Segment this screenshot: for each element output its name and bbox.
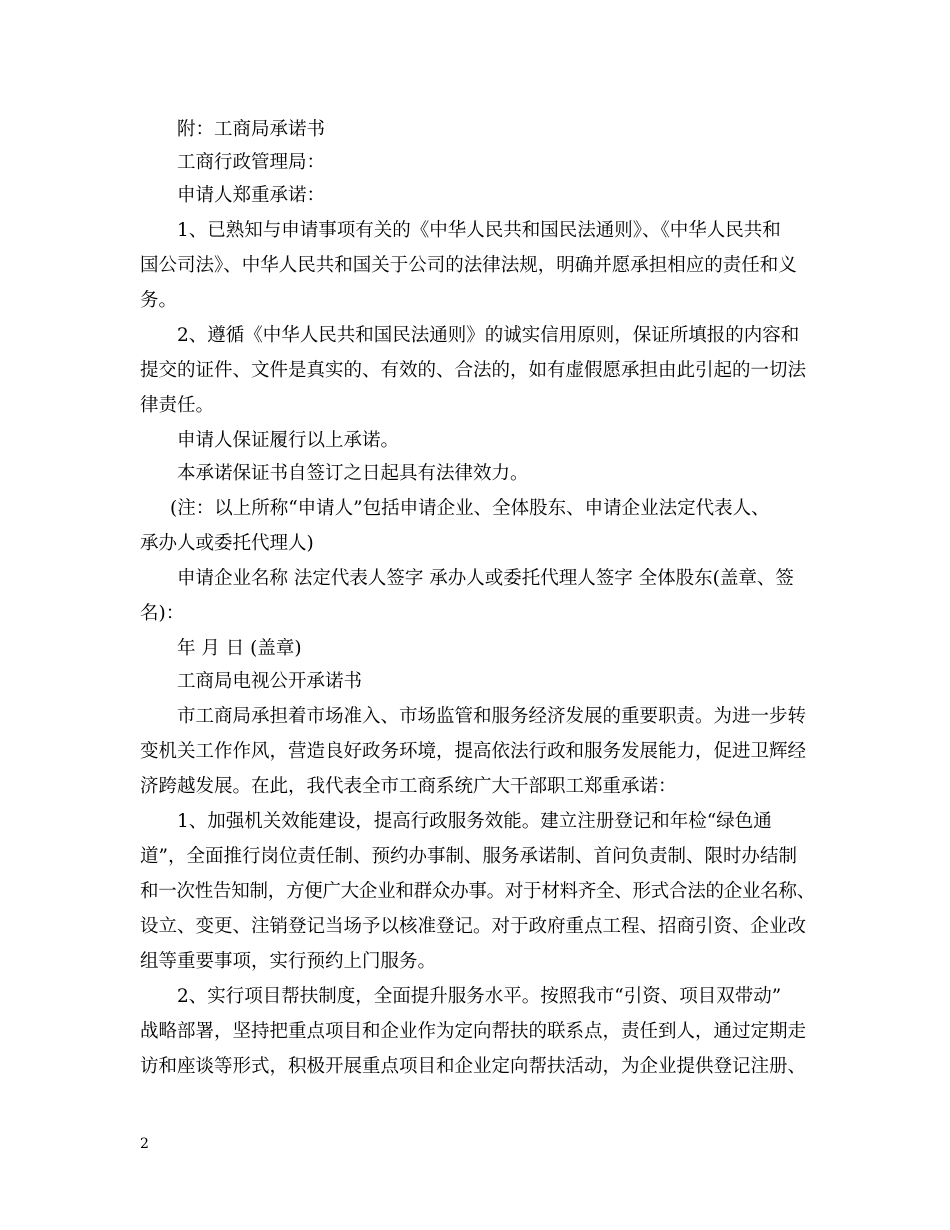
text-line: 1、加强机关效能建设，提高行政服务效能。建立注册登记和年检“绿色通 [177,811,772,832]
text-line: 提交的证件、文件是真实的、有效的、合法的，如有虚假愿承担由此引起的一切法 [140,360,807,381]
text-line: 2、遵循《中华人民共和国民法通则》的诚实信用原则，保证所填报的内容和 [177,325,800,346]
text-line: 申请人郑重承诺： [177,185,326,206]
text-line: 工商行政管理局： [177,152,326,173]
text-line: 组等重要事项，实行预约上门服务。 [140,951,437,972]
text-line: 本承诺保证书自签订之日起具有法律效力。 [177,463,529,484]
text-line: 承办人或委托代理人) [140,533,314,554]
text-line: 1、已熟知与申请事项有关的《中华人民共和国民法通则》、《中华人民共和 [177,220,781,241]
text-line: 济跨越发展。在此，我代表全市工商系统广大干部职工郑重承诺： [140,776,677,797]
text-line: 设立、变更、注销登记当场予以核准登记。对于政府重点工程、招商引资、企业改 [140,916,807,937]
text-line: 申请人保证履行以上承诺。 [177,430,400,451]
text-line: 名)： [140,603,185,624]
text-line: 和一次性告知制，方便广大企业和群众办事。对于材料齐全、形式合法的企业名称、 [140,881,815,902]
text-line: 附：工商局承诺书 [177,119,326,140]
text-line: 申请企业名称 法定代表人签字 承办人或委托代理人签字 全体股东(盖章、签 [177,568,794,589]
text-line: 务。 [140,290,178,311]
text-line: 2、实行项目帮扶制度，全面提升服务水平。按照我市“引资、项目双带动” [177,986,782,1007]
text-line: 战略部署，坚持把重点项目和企业作为定向帮扶的联系点，责任到人，通过定期走 [140,1021,807,1042]
text-line: 律责任。 [140,395,215,416]
text-line: 市工商局承担着市场准入、市场监管和服务经济发展的重要职责。为进一步转 [177,706,807,727]
text-line: 道”，全面推行岗位责任制、预约办事制、服务承诺制、首问负责制、限时办结制 [140,846,797,867]
text-line: 年 月 日 (盖章) [177,638,302,659]
page-number: 2 [140,1136,149,1152]
text-line: 访和座谈等形式，积极开展重点项目和企业定向帮扶活动，为企业提供登记注册、 [140,1056,807,1077]
text-line: 国公司法》、中华人民共和国关于公司的法律法规，明确并愿承担相应的责任和义 [140,255,797,276]
text-line: 工商局电视公开承诺书 [177,671,363,692]
text-line: 变机关工作作风，营造良好政务环境，提高依法行政和服务发展能力，促进卫辉经 [140,741,807,762]
text-line: (注：以上所称“申请人”包括申请企业、全体股东、申请企业法定代表人、 [170,498,770,519]
